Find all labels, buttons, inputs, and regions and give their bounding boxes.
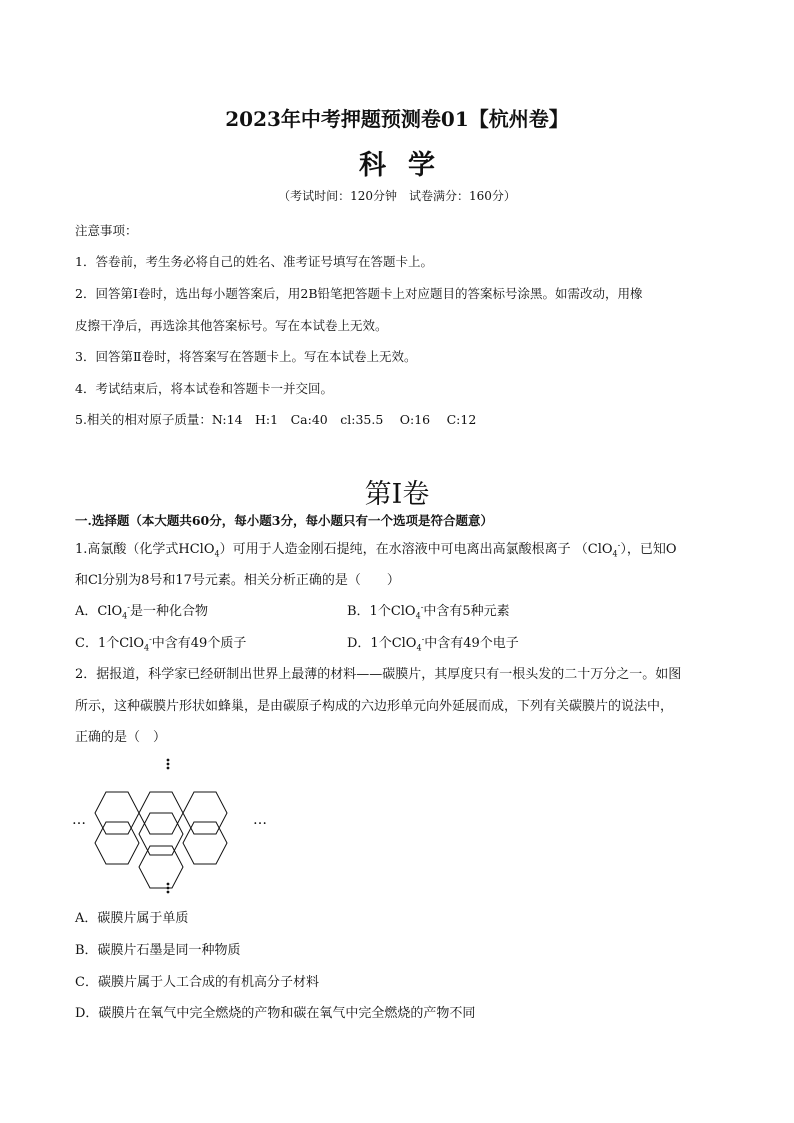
hexagon xyxy=(95,792,139,834)
hexagon xyxy=(95,822,139,864)
note-item-3: 3．回答第Ⅱ卷时，将答案写在答题卡上。写在本试卷上无效。 xyxy=(75,349,417,364)
note-item-2-cont: 皮擦干净后，再选涂其他答案标号。写在本试卷上无效。 xyxy=(75,318,388,333)
q1-option-c: C．1个ClO$_4$-中含有49个质子 xyxy=(75,634,247,653)
hexagon xyxy=(139,846,183,888)
q1-stem-line2: 和Cl分别为8号和17号元素。相关分析正确的是（ ） xyxy=(75,573,400,588)
dot-top-2 xyxy=(167,763,169,765)
dot-bottom-3 xyxy=(167,891,169,893)
note-item-5: 5.相关的相对原子质量：N:14 H:1 Ca:40 cl:35.5 O:16 C:12 xyxy=(75,412,477,427)
dot-bottom-2 xyxy=(167,887,169,889)
hexagon xyxy=(183,822,227,864)
exam-title: 2023年中考押题预测卷01【杭州卷】 xyxy=(225,107,569,131)
q2-option-b: B．碳膜片石墨是同一种物质 xyxy=(75,943,241,958)
ellipsis-left: … xyxy=(72,812,86,828)
section-title: 第Ⅰ卷 xyxy=(364,479,430,510)
note-item-4: 4．考试结束后，将本试卷和答题卡一并交回。 xyxy=(75,381,333,396)
dot-top-3 xyxy=(167,767,169,769)
exam-info: （考试时间：120分钟 试卷满分：160分） xyxy=(278,189,516,203)
q2-stem-line3: 正确的是（ ） xyxy=(75,730,167,745)
q1-stem-line1: 1.高氯酸（化学式HClO$_4$）可用于人造金刚石提纯，在水溶液中可电离出高氯酸根离子 （ClO$_4$-），已知O xyxy=(75,540,677,559)
part-heading: 一.选择题（本大题共60分，每小题3分，每小题只有一个选项是符合题意） xyxy=(75,513,493,528)
q1-option-b: B．1个ClO$_4$-中含有5种元素 xyxy=(347,602,510,621)
hexagon xyxy=(183,792,227,834)
note-item-2: 2．回答第Ⅰ卷时，选出每小题答案后，用2B铅笔把答题卡上对应题目的答案标号涂黑。如需改动，用橡 xyxy=(75,286,643,301)
dot-bottom-1 xyxy=(167,883,169,885)
q2-option-d: D．碳膜片在氧气中完全燃烧的产物和碳在氧气中完全燃烧的产物不同 xyxy=(75,1006,476,1021)
q2-stem-line1: 2．据报道，科学家已经研制出世界上最薄的材料——碳膜片，其厚度只有一根头发的二十万分之一。如图 xyxy=(75,667,682,682)
q2-option-c: C．碳膜片属于人工合成的有机高分子材料 xyxy=(75,975,319,990)
notes-heading: 注意事项： xyxy=(75,223,138,238)
ellipsis-right: … xyxy=(253,812,267,828)
subject-title: 科学 xyxy=(359,150,457,181)
dot-top-1 xyxy=(167,759,169,761)
q1-option-d: D．1个ClO$_4$-中含有49个电子 xyxy=(347,634,519,653)
q2-stem-line2: 所示，这种碳膜片形状如蜂巢，是由碳原子构成的六边形单元向外延展而成，下列有关碳膜片的说法中， xyxy=(75,699,674,714)
q2-option-a: A．碳膜片属于单质 xyxy=(75,911,189,926)
q1-option-a: A．ClO$_4$-是一种化合物 xyxy=(75,602,208,621)
note-item-1: 1．答卷前，考生务必将自己的姓名、准考证号填写在答题卡上。 xyxy=(75,254,433,269)
carbon-film-honeycomb-diagram xyxy=(72,756,272,896)
